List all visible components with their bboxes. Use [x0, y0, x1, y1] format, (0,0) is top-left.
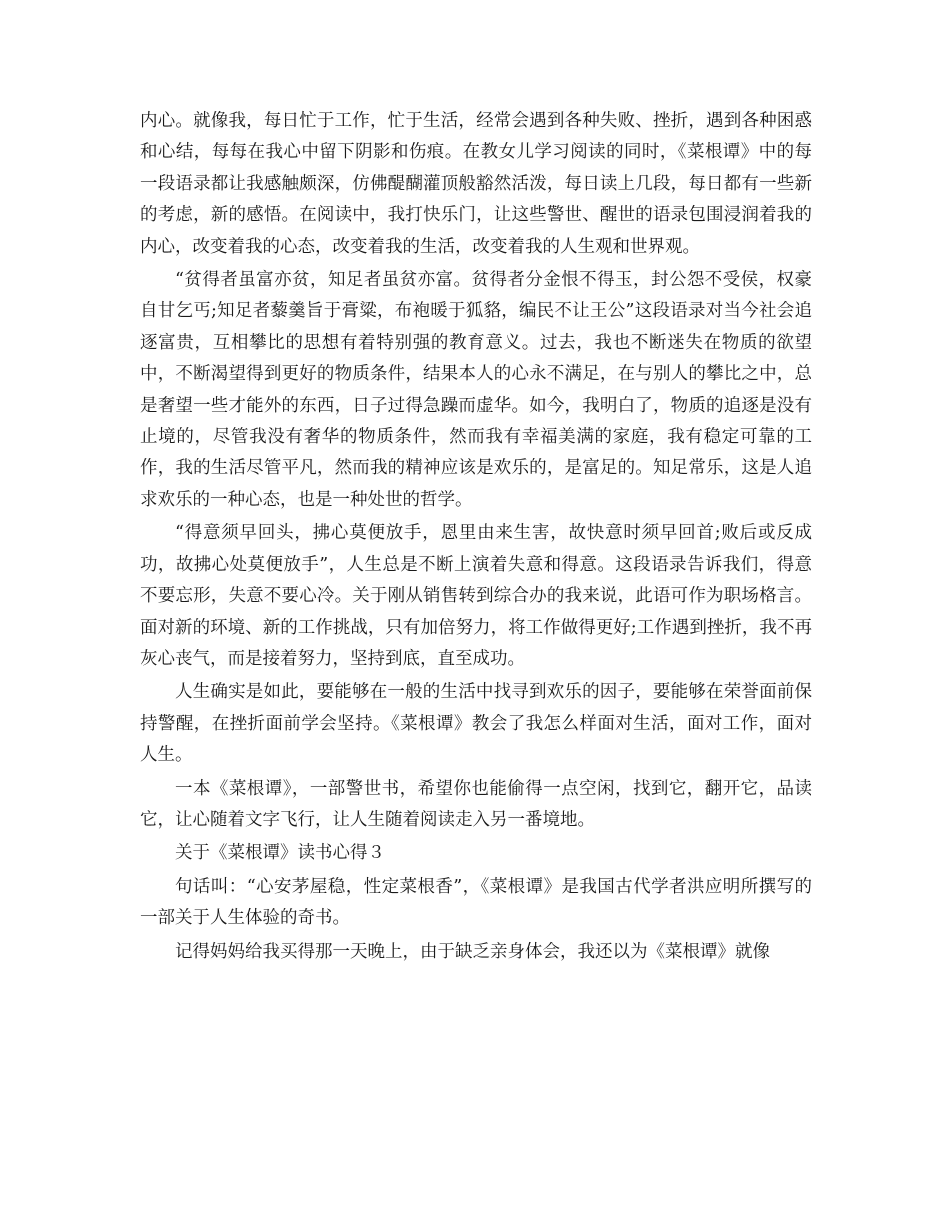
- paragraph-contentment-quote: “贫得者虽富亦贫，知足者虽贫亦富。贫得者分金恨不得玉，封公怨不受侯，权豪自甘乞丐;知足者藜羹旨于膏粱，布袍暖于狐貉，编民不让王公”这段语录对当今社会追逐富贵，互相攀比的思想有着特别强的教育意义。过去，我也不断迷失在物质的欲望中，不断渴望得到更好的物质条件，结果本人的心永不满足，在与别人的攀比之中，总是奢望一些才能外的东西，日子过得急躁而虚华。如今，我明白了，物质的追逐是没有止境的，尽管我没有奢华的物质条件，然而我有幸福美满的家庭，我有稳定可靠的工作，我的生活尽管平凡，然而我的精神应该是欢乐的，是富足的。知足常乐，这是人追求欢乐的一种心态，也是一种处世的哲学。: [140, 270, 812, 510]
- paragraph-memory: 记得妈妈给我买得那一天晚上，由于缺乏亲身体会，我还以为《菜根谭》就像: [175, 941, 770, 962]
- document-page: [140, 106, 812, 970]
- paragraph-continuation: 内心。就像我，每日忙于工作，忙于生活，经常会遇到各种失败、挫折，遇到各种困惑和心结，每每在我心中留下阴影和伤痕。在教女儿学习阅读的同时，《菜根谭》中的每一段语录都让我感触颇深，仿佛醍醐灌顶般豁然活泼，每日读上几段，每日都有一些新的考虑，新的感悟。在阅读中，我打快乐门，让这些警世、醒世的语录包围浸润着我的内心，改变着我的心态，改变着我的生活，改变着我的人生观和世界观。: [140, 111, 812, 257]
- paragraph-intro-saying: 句话叫：“心安茅屋稳，性定菜根香”，《菜根谭》是我国古代学者洪应明所撰写的一部关于人生体验的奇书。: [140, 876, 812, 929]
- paragraph-recommendation: 一本《菜根谭》，一部警世书，希望你也能偷得一点空闲，找到它，翻开它，品读它，让心随着文字飞行，让人生随着阅读走入另一番境地。: [140, 778, 812, 830]
- section-heading: 关于《菜根谭》读书心得３: [175, 843, 385, 864]
- paragraph-success-quote: “得意须早回头，拂心莫便放手，恩里由来生害，故快意时须早回首;败后或反成功，故拂心处莫便放手”，人生总是不断上演着失意和得意。这段语录告诉我们，得意不要忘形，失意不要心冷。关于刚从销售转到综合办的我来说，此语可作为职场格言。面对新的环境、新的工作挑战，只有加倍努力，将工作做得更好;工作遇到挫折，我不再灰心丧气，而是接着努力，坚持到底，直至成功。: [140, 523, 812, 669]
- paragraph-life-reflection: 人生确实是如此，要能够在一般的生活中找寻到欢乐的因子，要能够在荣誉面前保持警醒，在挫折面前学会坚持。《菜根谭》教会了我怎么样面对生活，面对工作，面对人生。: [140, 682, 812, 766]
